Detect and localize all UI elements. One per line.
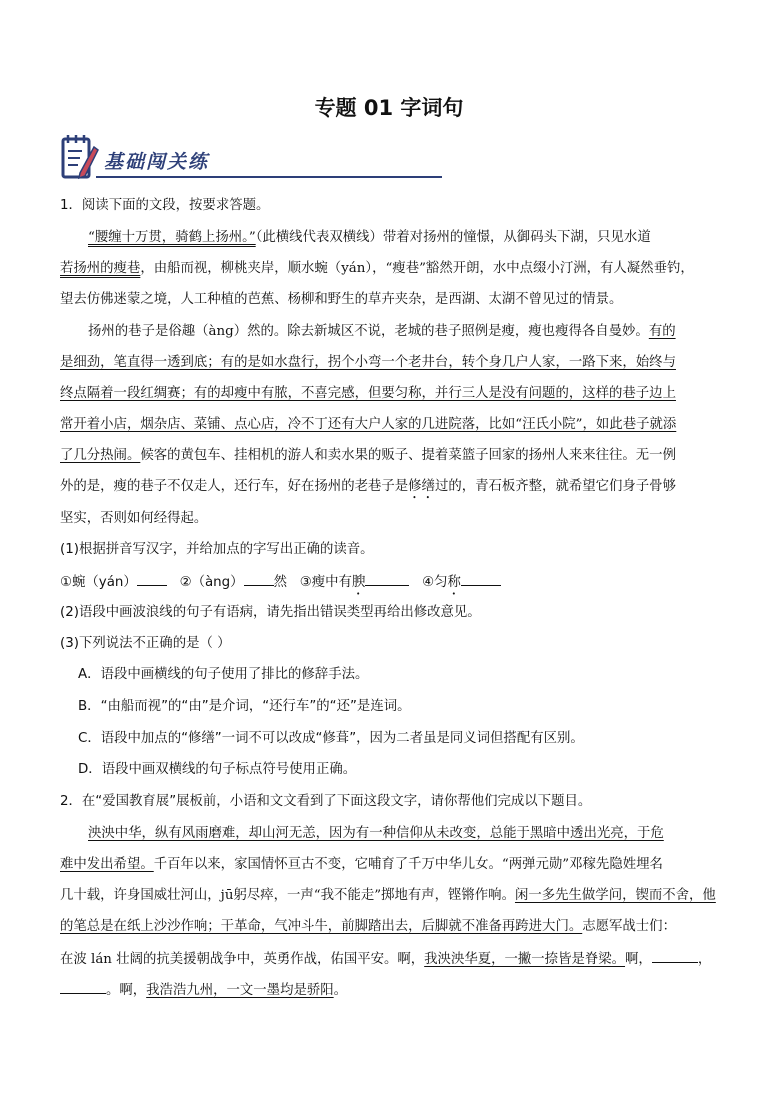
q2-passage-line: 难中发出希望。千百年以来，家国情怀亘古不变，它哺育了千万中华儿女。“两弹元勋”邓稼先隐姓埋名 [60,857,663,872]
sub-question-3: (3)下列说法不正确的是（ ） [60,636,231,651]
underlined-text: 我浩浩九州，一文一墨均是骄阳 [146,983,334,998]
q2-passage-line: 几十载，许身国威壮河山，jū躬尽瘁，一声“我不能走”掷地有声，铿锵作响。闲一多先生做学问，锲而不舍，他 [60,888,716,903]
option-d: D．语段中画双横线的句子标点符号使用正确。 [78,762,357,777]
q2-passage-line: 。啊，我浩浩九州，一文一墨均是骄阳。 [60,979,720,1001]
dotted-word: 修缮 [408,479,435,494]
sub-question-2: (2)语段中画波浪线的句子有语病，请先指出错误类型再给出修改意见。 [60,605,481,620]
q1-passage-line: 若扬州的瘦巷，由船而视，柳桃夹岸，顺水蜿（yán），“瘦巷”豁然开朗，水中点缀小汀洲，有人凝然垂钓， [60,261,694,276]
q2-passage-line: 的笔总是在纸上沙沙作响；干革命，气冲斗牛，前脚踏出去，后脚就不准备再跨进大门。志愿军战士们： [60,919,676,934]
underlined-text: 常开着小店，烟杂店、菜铺、点心店，冷不丁还有大户人家的几进院落，比如“汪氏小院”，如此巷子就添 [60,417,677,432]
answer-blank[interactable] [60,979,106,994]
dotted-word: 称 [447,575,461,590]
answer-blank[interactable] [137,571,167,586]
underlined-text: 闲一多先生做学问，锲而不舍，他 [514,888,716,903]
banner-title: 基础闯关练 [104,151,210,173]
underlined-text: 的笔总是在纸上沙沙作响；干革命，气冲斗牛，前脚踏出去，后脚就不准备再跨进大门。 [60,919,583,934]
question-2-stem: 2．在“爱国教育展”展板前，小语和文文看到了下面这段文字，请你帮他们完成以下题目。 [60,794,592,809]
underlined-text: 终点隔着一段红绸赛；有的却瘦中有脓，不喜完感，但要匀称，并行三人是没有问题的，这样的巷子边上 [60,386,676,401]
answer-blank[interactable] [652,948,698,963]
answer-blank[interactable] [461,571,501,586]
answer-blank[interactable] [244,571,274,586]
page-title: 专题 01 字词句 [314,96,464,120]
q1-passage-line: 望去仿佛迷蒙之境，人工种植的芭蕉、杨柳和野生的草卉夹杂，是西湖、太湖不曾见过的情景。 [60,292,623,307]
section-banner [60,133,442,185]
notepad-pencil-icon [60,133,100,183]
sub-question-1: (1)根据拼音写汉字，并给加点的字写出正确的读音。 [60,542,374,557]
q1-passage-line: 外的是，瘦的巷子不仅走人，还行车，好在扬州的老巷子是修缮过的，青石板齐整，就希望它们身子骨够 [60,479,676,494]
underlined-text: 有的 [648,324,676,339]
underlined-text: 难中发出希望。 [60,857,154,872]
question-1-stem: 1．阅读下面的文段，按要求答题。 [60,198,270,213]
underlined-text: 我泱泱华夏，一撇一捺皆是脊梁。 [424,952,626,967]
answer-blank[interactable] [365,571,409,586]
banner-underline [96,176,442,178]
q1-passage-line: 了几分热闹。候客的黄包车、挂相机的游人和卖水果的贩子、提着菜篮子回家的扬州人来来往往。无一例 [60,448,676,463]
underlined-text: 了几分热闹。 [60,448,141,463]
option-a: A．语段中画横线的句子使用了排比的修辞手法。 [78,667,369,682]
double-underlined-text: “腰缠十万贯，骑鹤上扬州。” [88,230,256,245]
q1-passage-line: 坚实，否则如何经得起。 [60,511,208,526]
option-c: C．语段中加点的“修缮”一词不可以改成“修葺”，因为二者虽是同义词但搭配有区别。 [78,731,584,746]
option-b: B．“由船而视”的“由”是介词，“还行车”的“还”是连词。 [78,699,411,714]
underlined-text: 是细劲，笔直得一透到底；有的是如水盘行，拐个小弯一个老井台，转个身几户人家，一路下来，始终与 [60,355,676,370]
q1-passage-line: “腰缠十万贯，骑鹤上扬州。”（此横线代表双横线）带着对扬州的憧憬，从御码头下湖，只见水道 [88,230,651,245]
answer-blanks-row: ①蜿（yán） ②（àng） 然 ③瘦中有腴 ④匀称 [60,571,720,598]
dotted-word: 腴 [351,575,366,590]
underlined-text: 泱泱中华，纵有风雨磨难，却山河无恙，因为有一种信仰从未改变，总能于黑暗中透出光亮，于危 [88,826,664,841]
double-underlined-text: 若扬州的瘦巷 [60,261,141,276]
q1-passage-line: 扬州的巷子是俗趣（àng）然的。除去新城区不说，老城的巷子照例是瘦，瘦也瘦得各自曼妙。有的 [88,324,676,339]
q2-passage-line: 在波 lán 壮阔的抗美援朝战争中，英勇作战，佑国平安。啊，我泱泱华夏，一撇一捺皆是脊梁。啊， ， [60,948,720,970]
